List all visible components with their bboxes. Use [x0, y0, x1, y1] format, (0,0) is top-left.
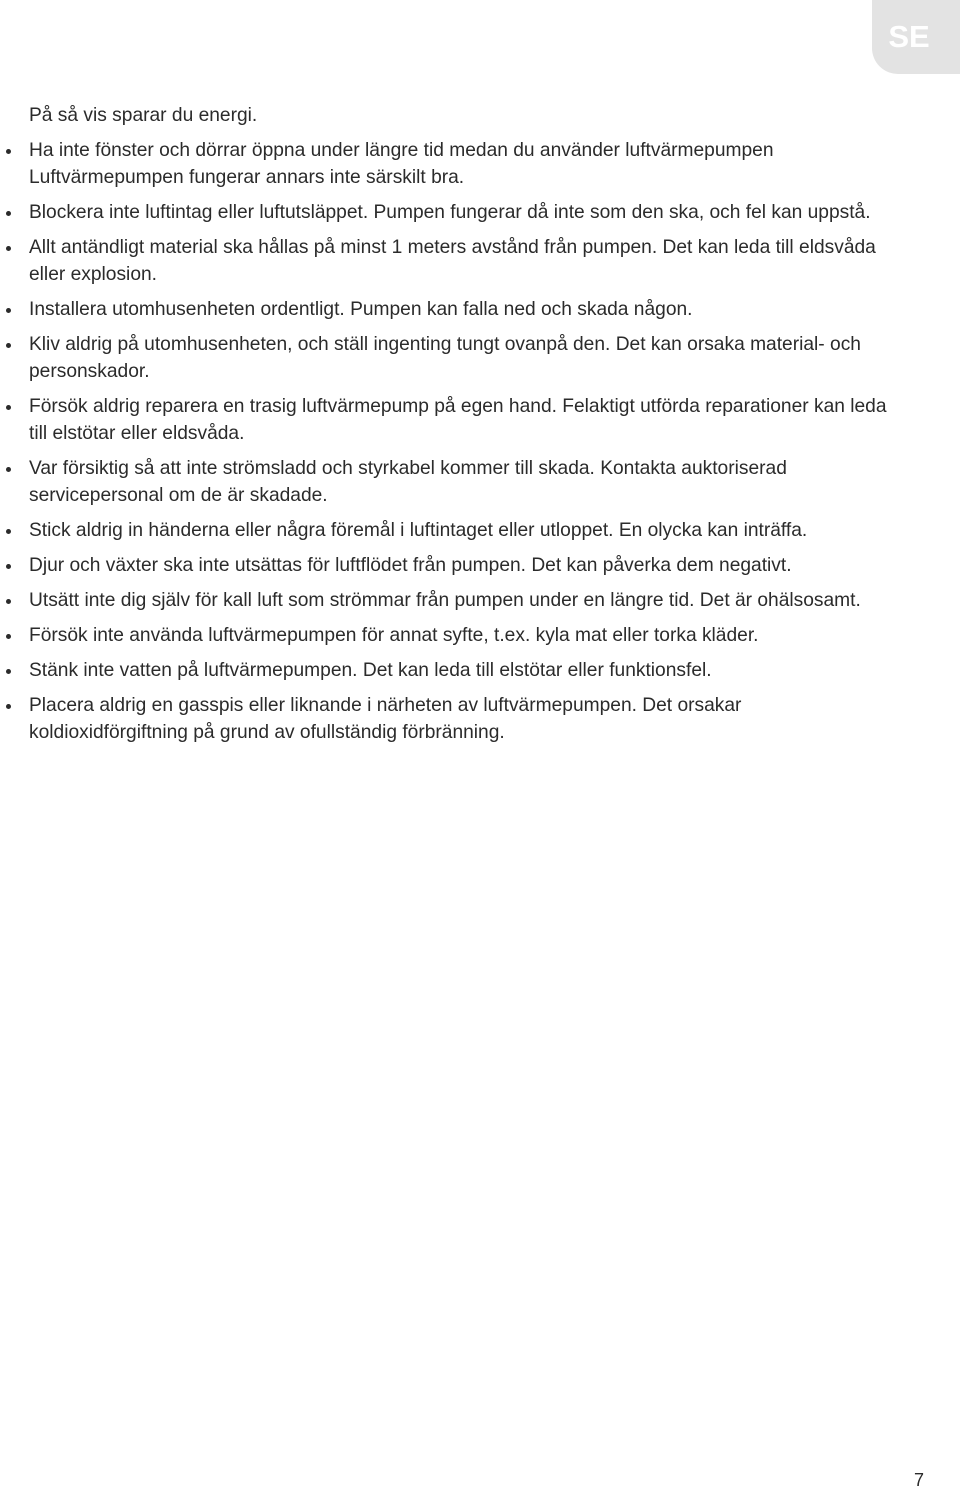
list-item: [29, 137, 899, 191]
bullet-icon: [6, 669, 11, 674]
bullet-list: [29, 137, 899, 746]
list-item: [29, 552, 899, 579]
bullet-icon: [6, 599, 11, 604]
safety-instructions: [29, 102, 899, 754]
list-item-text: Allt antändligt material ska hållas på minst 1 meters avstånd från pumpen. Det kan leda till eldsvåda eller explosion.: [29, 237, 876, 285]
list-item: [29, 393, 899, 447]
bullet-icon: [6, 343, 11, 348]
bullet-icon: [6, 564, 11, 569]
list-item-text: Djur och växter ska inte utsättas för luftflödet från pumpen. Det kan påverka dem negativt.: [29, 555, 792, 576]
list-item-text: Stick aldrig in händerna eller några föremål i luftintaget eller utloppet. En olycka kan inträffa.: [29, 520, 808, 541]
bullet-icon: [6, 308, 11, 313]
bullet-icon: [6, 149, 11, 154]
list-item-text: Försök aldrig reparera en trasig luftvärmepump på egen hand. Felaktigt utförda reparationer kan leda till elstötar eller eldsvåda.: [29, 396, 887, 444]
language-code: SE: [888, 19, 930, 54]
list-item-text: Ha inte fönster och dörrar öppna under längre tid medan du använder luftvärmepumpen Luftvärmepumpen fungerar annars inte särskilt bra.: [29, 140, 774, 188]
list-item: [29, 234, 899, 288]
list-item-text: Stänk inte vatten på luftvärmepumpen. Det kan leda till elstötar eller funktionsfel.: [29, 660, 712, 681]
list-item: [29, 296, 899, 323]
page-number: 7: [914, 1470, 925, 1490]
bullet-icon: [6, 246, 11, 251]
bullet-icon: [6, 405, 11, 410]
list-item: [29, 331, 899, 385]
list-item-text: Kliv aldrig på utomhusenheten, och ställ ingenting tungt ovanpå den. Det kan orsaka material- och personskador.: [29, 334, 861, 382]
list-item: [29, 455, 899, 509]
list-item-text: Försök inte använda luftvärmepumpen för annat syfte, t.ex. kyla mat eller torka kläder.: [29, 625, 759, 646]
language-tab: [872, 0, 960, 74]
list-item: [29, 199, 899, 226]
list-item-text: Utsätt inte dig själv för kall luft som strömmar från pumpen under en längre tid. Det är ohälsosamt.: [29, 590, 861, 611]
bullet-icon: [6, 467, 11, 472]
list-item: [29, 692, 899, 746]
list-item-text: Blockera inte luftintag eller luftutsläppet. Pumpen fungerar då inte som den ska, och fel kan uppstå.: [29, 202, 871, 223]
list-item-text: Var försiktig så att inte strömsladd och styrkabel kommer till skada. Kontakta auktoriserad servicepersonal om de är skadade.: [29, 458, 787, 506]
list-item: [29, 622, 899, 649]
list-item-text: Placera aldrig en gasspis eller liknande i närheten av luftvärmepumpen. Det orsakar koldioxidförgiftning på grund av ofullständig förbränning.: [29, 695, 742, 743]
list-item: [29, 657, 899, 684]
bullet-icon: [6, 529, 11, 534]
intro-text: På så vis sparar du energi.: [29, 105, 258, 126]
list-item: [29, 517, 899, 544]
bullet-icon: [6, 634, 11, 639]
list-item-text: Installera utomhusenheten ordentligt. Pumpen kan falla ned och skada någon.: [29, 299, 693, 320]
list-item: [29, 587, 899, 614]
bullet-icon: [6, 211, 11, 216]
bullet-icon: [6, 704, 11, 709]
